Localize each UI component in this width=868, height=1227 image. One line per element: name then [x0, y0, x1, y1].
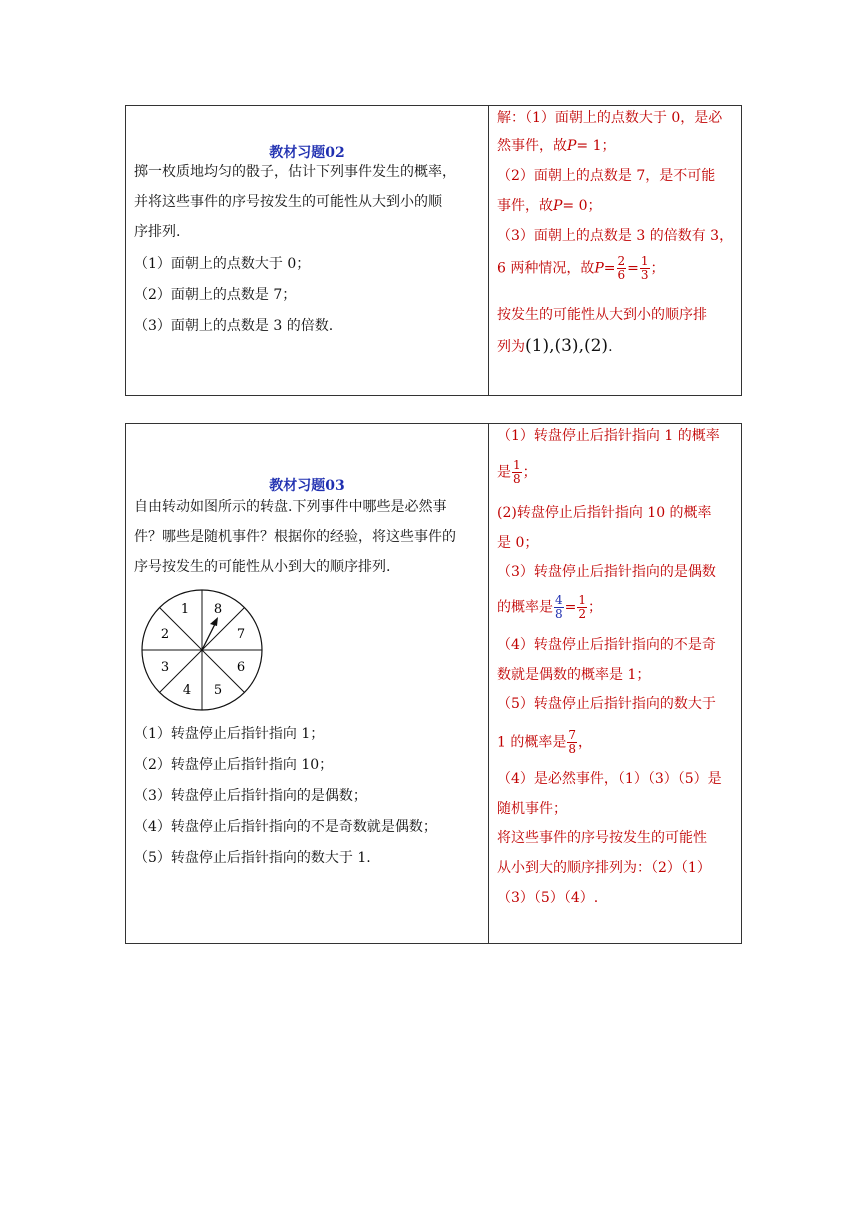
sector-label: 3: [160, 660, 170, 675]
sector-label: 2: [160, 627, 170, 642]
exercise-02-table: [125, 105, 742, 396]
sector-label: 6: [236, 660, 246, 675]
solution-line: （3）（5）（4）.: [497, 890, 599, 906]
pointer-arrow-icon: [210, 617, 218, 626]
fraction: $\frac{1}{8}$: [513, 458, 521, 486]
exercise-02-title: 教材习题02: [269, 145, 345, 161]
event-item-1: （1）转盘停止后指针指向 1；: [134, 726, 325, 742]
event-item-3: （3）转盘停止后指针指向的是偶数；: [134, 788, 367, 804]
problem-item-1: （1）面朝上的点数大于 0；: [134, 256, 311, 272]
event-item-5: （5）转盘停止后指针指向的数大于 1.: [134, 850, 371, 866]
solution-line: 随机事件；: [497, 801, 567, 817]
event-item-4: （4）转盘停止后指针指向的不是奇数就是偶数；: [134, 819, 437, 835]
solution-line: （4）转盘停止后指针指向的不是奇: [497, 637, 716, 653]
sector-label: 5: [213, 683, 223, 698]
solution-line: 从小到大的顺序排列为：（2）（1）: [497, 860, 711, 876]
problem-item-2: （2）面朝上的点数是 7；: [134, 287, 297, 303]
solution-line: 的概率是 $\frac{4}{8}$ = $\frac{1}{2}$ ；: [497, 593, 603, 621]
problem-line: 序号按发生的可能性从小到大的顺序排列.: [134, 559, 391, 575]
solution-line: （3）面朝上的点数是 3 的倍数有 3，: [497, 228, 734, 244]
fraction: $\frac{1}{2}$: [578, 593, 587, 621]
solution-line: (2)转盘停止后指针指向 10 的概率: [497, 505, 712, 521]
problem-item-3: （3）面朝上的点数是 3 的倍数.: [134, 318, 334, 334]
solution-line: 解：（1）面朝上的点数大于 0，是必: [497, 110, 723, 126]
solution-line: （2）面朝上的点数是 7，是不可能: [497, 168, 716, 184]
solution-line: 是 $\frac{1}{8}$ ；: [497, 458, 537, 486]
solution-line: 事件，故P= 0；: [497, 198, 602, 214]
fraction: $\frac{4}{8}$: [555, 593, 563, 621]
fraction: $\frac{7}{8}$: [568, 728, 576, 756]
solution-line: （3）转盘停止后指针指向的是偶数: [497, 564, 716, 580]
exercise-03-solution-cell: [489, 424, 741, 943]
spinner-wheel: [140, 588, 264, 712]
exercise-03-problem-cell: [126, 424, 489, 943]
solution-line: 1 的概率是 $\frac{7}{8}$ ，: [497, 728, 592, 756]
solution-line: （4）是必然事件，（1）（3）（5）是: [497, 771, 722, 787]
sector-label: 7: [236, 627, 246, 642]
solution-line: 6 两种情况，故P= $\frac{2}{6}$ = $\frac{1}{3}$ ；: [497, 254, 665, 282]
problem-line: 自由转动如图所示的转盘.下列事件中哪些是必然事: [134, 499, 447, 515]
exercise-03-title: 教材习题03: [269, 478, 345, 494]
solution-line: （1）转盘停止后指针指向 1 的概率: [497, 428, 720, 444]
exercise-02-problem-cell: [126, 106, 489, 395]
problem-line: 掷一枚质地均匀的骰子，估计下列事件发生的概率，: [134, 164, 456, 180]
solution-line: 列为(1),(3),(2).: [497, 336, 613, 356]
solution-line: 然事件，故P= 1；: [497, 138, 616, 154]
exercise-02-solution-cell: [489, 106, 741, 395]
solution-line: 是 0；: [497, 535, 539, 551]
event-item-2: （2）转盘停止后指针指向 10；: [134, 757, 334, 773]
problem-line: 件？哪些是随机事件？根据你的经验，将这些事件的: [134, 529, 456, 545]
sector-label: 4: [182, 683, 192, 698]
exercise-03-table: [125, 423, 742, 944]
sector-label: 8: [213, 602, 223, 617]
problem-line: 并将这些事件的序号按发生的可能性从大到小的顺: [134, 194, 442, 210]
fraction: $\frac{1}{3}$: [640, 254, 649, 282]
problem-line: 序排列.: [134, 224, 181, 240]
spinner-pointer: [202, 622, 216, 650]
solution-line: 数就是偶数的概率是 1；: [497, 667, 651, 683]
solution-line: （5）转盘停止后指针指向的数大于: [497, 696, 716, 712]
solution-line: 将这些事件的序号按发生的可能性: [497, 830, 707, 846]
sector-label: 1: [180, 602, 190, 617]
solution-line: 按发生的可能性从大到小的顺序排: [497, 307, 707, 323]
fraction: $\frac{2}{6}$: [617, 254, 626, 282]
